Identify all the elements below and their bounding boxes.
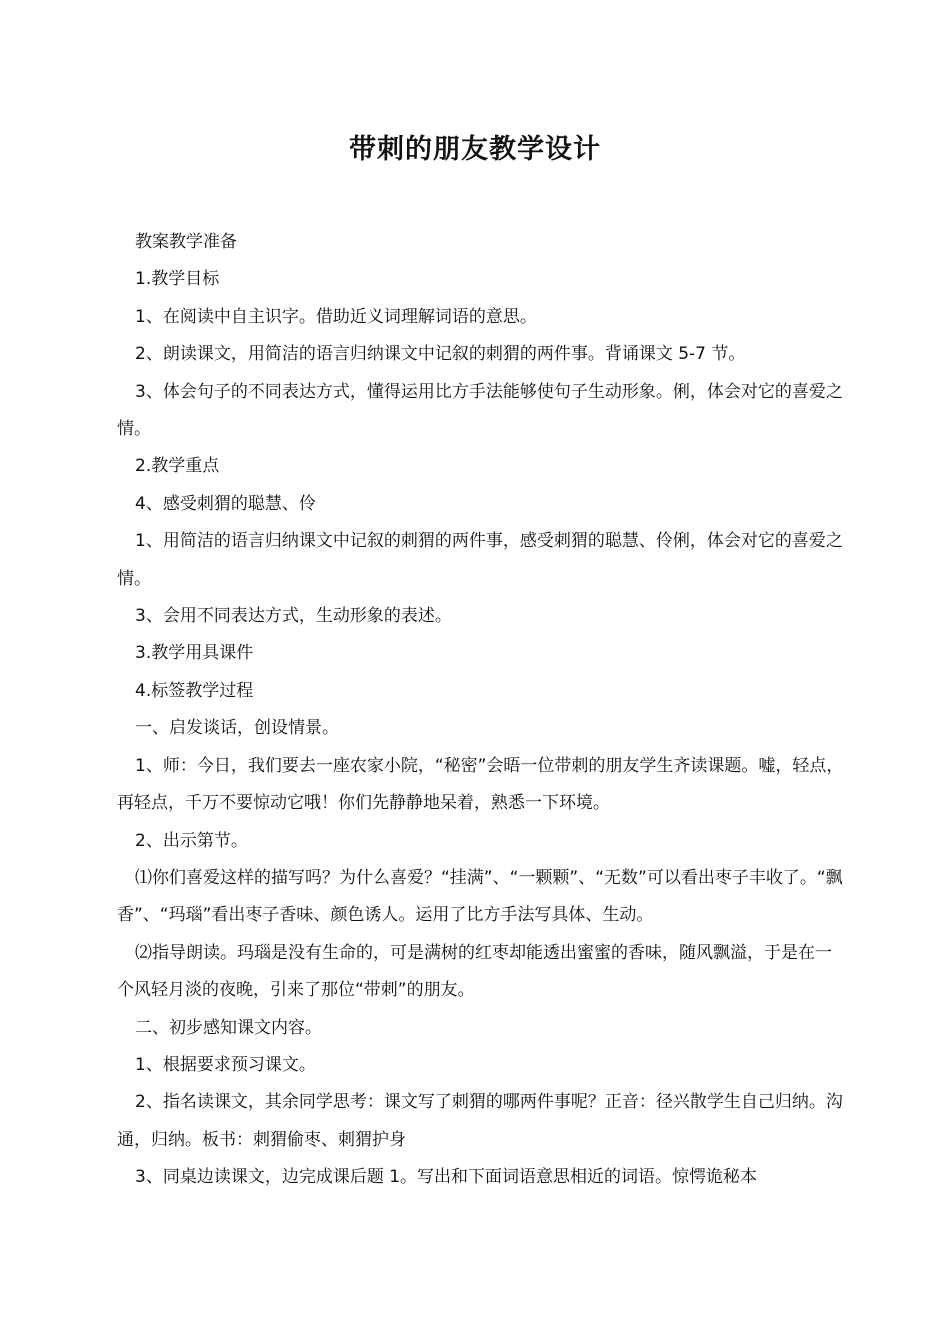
document-body (117, 224, 847, 1197)
paragraph: 2、指名读课文，其余同学思考：课文写了刺猬的哪两件事呢？正音：径兴散学生自己归纳。沟通，归纳。板书：刺猬偷枣、刺猬护身 (117, 1092, 843, 1150)
paragraph: 4、感受刺猬的聪慧、伶 (135, 493, 316, 514)
paragraph: 4.标签教学过程 (135, 680, 254, 701)
paragraph: 3.教学用具课件 (135, 643, 254, 664)
paragraph: 1、师：今日，我们要去一座农家小院，“秘密”会晤一位带刺的朋友学生齐读课题。嘘，轻点，再轻点，千万不要惊动它哦！你们先静静地呆着，熟悉一下环境。 (117, 755, 844, 814)
paragraph: ⑴你们喜爱这样的描写吗？为什么喜爱？“挂满”、“一颗颗”、“无数”可以看出枣子丰收了。“飘香”、“玛瑙”看出枣子香味、颜色诱人。运用了比方手法写具体、生动。 (117, 867, 843, 926)
paragraph: 二、初步感知课文内容。 (135, 1017, 322, 1038)
paragraph: 1.教学目标 (135, 269, 220, 290)
paragraph: 3、体会句子的不同表达方式，懂得运用比方手法能够使句子生动形象。俐，体会对它的喜爱之情。 (117, 381, 843, 440)
paragraph: 一、启发谈话，创设情景。 (135, 718, 339, 739)
paragraph: 1、用简洁的语言归纳课文中记叙的刺猬的两件事，感受刺猬的聪慧、伶俐，体会对它的喜爱之情。 (117, 531, 843, 589)
paragraph: 2、朗读课文，用简洁的语言归纳课文中记叙的刺猬的两件事。背诵课文 5-7 节。 (135, 344, 746, 365)
document-title: 带刺的朋友教学设计 (349, 134, 601, 165)
paragraph: 1、在阅读中自主识字。借助近义词理解词语的意思。 (135, 306, 537, 327)
paragraph: 3、同桌边读课文，边完成课后题 1。写出和下面词语意思相近的词语。惊愕诡秘本 (135, 1167, 758, 1188)
paragraph: 2.教学重点 (135, 456, 220, 477)
paragraph: 教案教学准备 (135, 232, 237, 252)
paragraph: 1、根据要求预习课文。 (135, 1054, 316, 1075)
paragraph: ⑵指导朗读。玛瑙是没有生命的，可是满树的红枣却能透出蜜蜜的香味，随风飘溢，于是在一个风轻月淡的夜晚，引来了那位“带刺”的朋友。 (117, 942, 832, 1001)
paragraph: 2、出示第节。 (135, 830, 248, 851)
paragraph: 3、会用不同表达方式，生动形象的表述。 (135, 606, 452, 627)
